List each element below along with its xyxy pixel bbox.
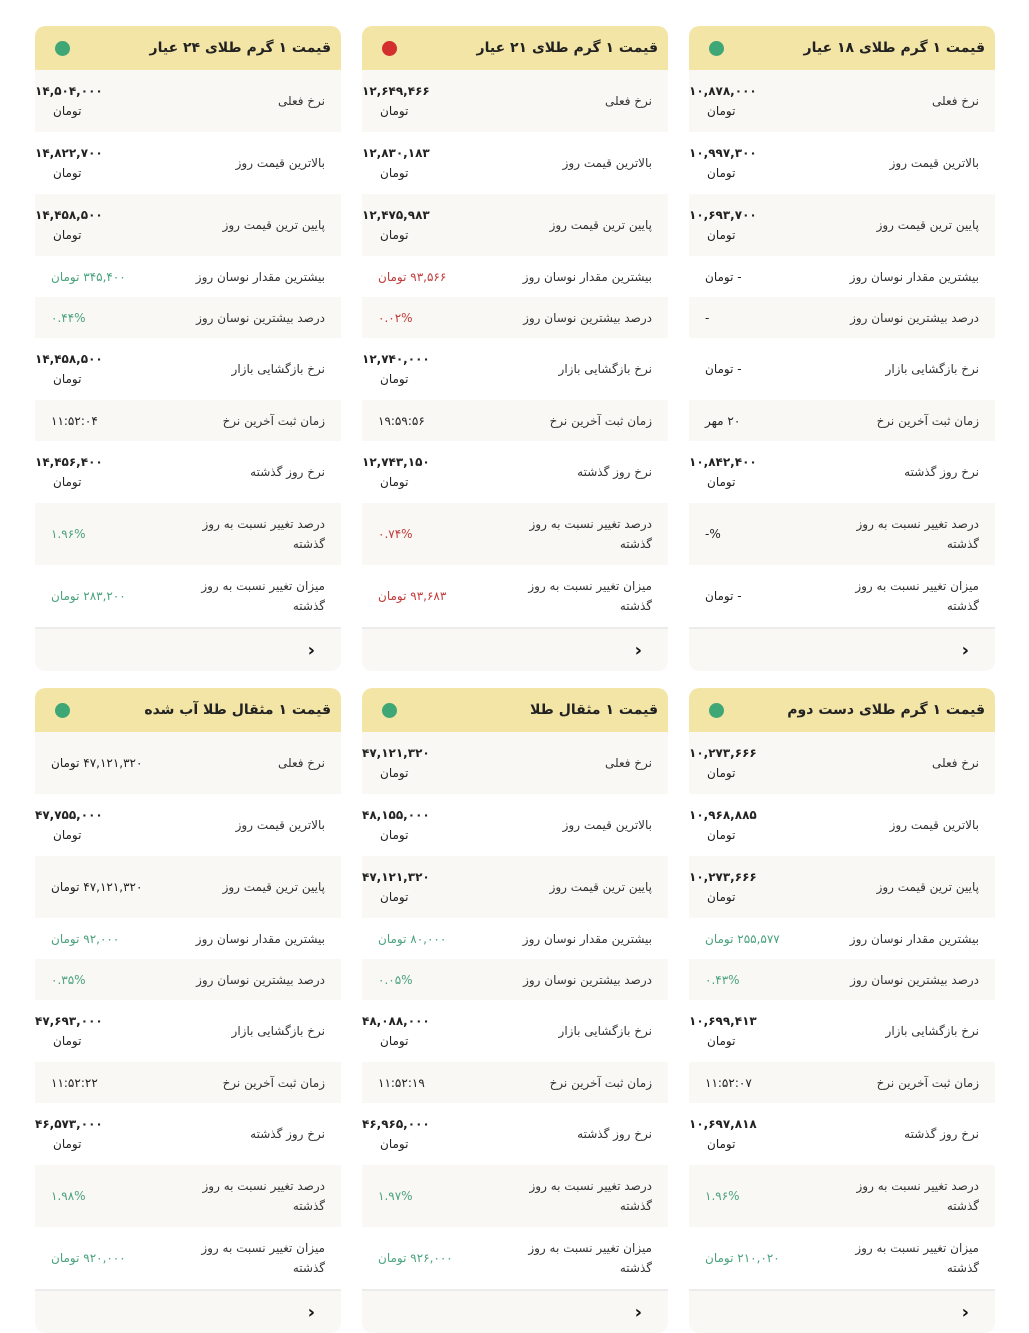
row-max-swing xyxy=(689,256,995,297)
card-header xyxy=(35,26,341,70)
row-change-amt xyxy=(35,565,341,627)
row-label: نرخ روز گذشته xyxy=(250,1127,325,1141)
row-value: ۹۳,۶۸۳ تومان xyxy=(378,589,447,603)
row-value: ۸۰,۰۰۰ تومان xyxy=(378,931,447,946)
row-value: %- xyxy=(705,527,721,541)
row-high xyxy=(362,132,668,194)
row-value: ۴۸,۱۵۵,۰۰۰ تومان xyxy=(362,808,430,842)
row-open xyxy=(362,1000,668,1062)
price-card-3 xyxy=(689,688,995,1333)
row-value: ۱۲,۴۷۵,۹۸۳ تومان xyxy=(362,208,430,242)
row-max-swing xyxy=(362,918,668,959)
row-value: ۴۷,۱۲۱,۳۲۰ تومان xyxy=(51,756,143,770)
row-value: ۱۰,۸۷۸,۰۰۰ تومان xyxy=(689,84,757,118)
row-label: نرخ روز گذشته xyxy=(250,465,325,479)
row-value: ۱.۹۷% xyxy=(378,1189,413,1203)
row-label: میزان تغییر نسبت به روز گذشته xyxy=(528,1241,652,1275)
row-label: درصد تغییر نسبت به روز گذشته xyxy=(856,1179,979,1213)
card-title: قیمت ۱ گرم طلای ۱۸ عیار xyxy=(803,40,985,56)
row-high xyxy=(689,794,995,856)
row-value: ۲۱۰,۰۲۰ تومان xyxy=(705,1251,780,1265)
row-open xyxy=(689,338,995,400)
row-high xyxy=(35,794,341,856)
row-label: نرخ روز گذشته xyxy=(904,465,979,479)
row-value: ۱۰,۶۹۷,۸۱۸ تومان xyxy=(689,1117,757,1151)
card-header xyxy=(362,688,668,732)
row-label: درصد تغییر نسبت به روز گذشته xyxy=(202,1179,325,1213)
price-card-5 xyxy=(35,688,341,1333)
row-change-pct xyxy=(35,503,341,565)
row-value: ۱۲,۷۴۰,۰۰۰ تومان xyxy=(362,352,430,386)
row-label: درصد تغییر نسبت به روز گذشته xyxy=(529,517,652,551)
row-value: ۱۰,۶۹۳,۷۰۰ تومان xyxy=(689,208,757,242)
row-last-time xyxy=(362,1062,668,1103)
row-label: میزان تغییر نسبت به روز گذشته xyxy=(855,579,979,613)
row-label: زمان ثبت آخرین نرخ xyxy=(876,1075,979,1090)
trend-dot-icon xyxy=(709,703,724,718)
row-value: ۴۶,۵۷۳,۰۰۰ تومان xyxy=(35,1117,103,1151)
row-value: ۴۶,۹۶۵,۰۰۰ تومان xyxy=(362,1117,430,1151)
row-label: بالاترین قیمت روز xyxy=(562,156,652,170)
row-value: - تومان xyxy=(705,269,742,284)
row-label: درصد تغییر نسبت به روز گذشته xyxy=(529,1179,652,1213)
row-value: ۱۰,۸۴۲,۴۰۰ تومان xyxy=(689,455,757,489)
card-header xyxy=(689,26,995,70)
row-value: ۱۱:۵۲:۱۹ xyxy=(378,1075,425,1090)
row-label: نرخ روز گذشته xyxy=(577,1127,652,1141)
row-max-swing-pct xyxy=(689,959,995,1000)
row-label: نرخ بازگشایی بازار xyxy=(558,1024,652,1038)
trend-dot-icon xyxy=(55,41,70,56)
row-label: نرخ بازگشایی بازار xyxy=(231,362,325,376)
more-button[interactable] xyxy=(689,627,995,671)
row-value: ۱۲,۷۴۳,۱۵۰ تومان xyxy=(362,455,430,489)
row-label: زمان ثبت آخرین نرخ xyxy=(876,413,979,428)
row-label: بالاترین قیمت روز xyxy=(889,156,979,170)
price-card-1 xyxy=(362,26,668,671)
row-open xyxy=(35,338,341,400)
row-label: میزان تغییر نسبت به روز گذشته xyxy=(201,579,325,613)
row-value: ۱۴,۴۵۸,۵۰۰ تومان xyxy=(35,208,103,242)
row-last-time xyxy=(35,1062,341,1103)
row-label: بیشترین مقدار نوسان روز xyxy=(195,269,325,284)
row-value: ۰.۴۳% xyxy=(705,972,740,987)
row-max-swing xyxy=(35,918,341,959)
row-label: نرخ فعلی xyxy=(277,94,325,108)
row-prev xyxy=(362,1103,668,1165)
row-max-swing-pct xyxy=(362,959,668,1000)
row-high xyxy=(35,132,341,194)
row-label: پایین ترین قیمت روز xyxy=(549,218,652,232)
card-header xyxy=(689,688,995,732)
row-value: ۰.۴۴% xyxy=(51,310,86,325)
row-label: نرخ فعلی xyxy=(931,94,979,108)
row-label: نرخ بازگشایی بازار xyxy=(885,362,979,376)
row-value: ۱۴,۵۰۴,۰۰۰ تومان xyxy=(35,84,103,118)
row-label: زمان ثبت آخرین نرخ xyxy=(549,1075,652,1090)
row-label: زمان ثبت آخرین نرخ xyxy=(222,413,325,428)
card-title: قیمت ۱ گرم طلای دست دوم xyxy=(787,702,985,718)
row-current xyxy=(362,70,668,132)
row-value: - تومان xyxy=(705,589,742,603)
row-value: ۱۰,۲۷۳,۶۶۶ تومان xyxy=(689,746,757,780)
row-high xyxy=(689,132,995,194)
row-max-swing-pct xyxy=(689,297,995,338)
row-max-swing-pct xyxy=(35,297,341,338)
row-value: ۹۲۰,۰۰۰ تومان xyxy=(51,1251,126,1265)
row-label: بیشترین مقدار نوسان روز xyxy=(522,269,652,284)
row-value: ۳۴۵,۴۰۰ تومان xyxy=(51,269,126,284)
row-label: نرخ فعلی xyxy=(277,756,325,770)
more-button[interactable] xyxy=(689,1289,995,1333)
row-value: ۱۲,۶۴۹,۴۶۶ تومان xyxy=(362,84,430,118)
row-label: بیشترین مقدار نوسان روز xyxy=(849,931,979,946)
row-current xyxy=(35,732,341,794)
row-prev xyxy=(362,441,668,503)
card-header xyxy=(362,26,668,70)
row-label: پایین ترین قیمت روز xyxy=(876,218,979,232)
row-value: ۰.۷۴% xyxy=(378,527,413,541)
row-value: ۱۴,۸۲۲,۷۰۰ تومان xyxy=(35,146,103,180)
row-max-swing-pct xyxy=(35,959,341,1000)
row-low xyxy=(689,194,995,256)
price-card-2 xyxy=(35,26,341,671)
row-low xyxy=(689,856,995,918)
row-last-time xyxy=(689,1062,995,1103)
card-title: قیمت ۱ مثقال طلا xyxy=(530,702,658,718)
row-value: ۱۰,۶۹۹,۴۱۳ تومان xyxy=(689,1014,757,1048)
row-label: بالاترین قیمت روز xyxy=(235,818,325,832)
row-current xyxy=(689,732,995,794)
row-label: بالاترین قیمت روز xyxy=(562,818,652,832)
row-value: ۴۷,۶۹۳,۰۰۰ تومان xyxy=(35,1014,103,1048)
row-label: بیشترین مقدار نوسان روز xyxy=(849,269,979,284)
row-label: پایین ترین قیمت روز xyxy=(222,218,325,232)
row-label: نرخ روز گذشته xyxy=(577,465,652,479)
row-change-pct xyxy=(689,503,995,565)
row-label: پایین ترین قیمت روز xyxy=(222,880,325,894)
row-low xyxy=(35,856,341,918)
trend-dot-icon xyxy=(55,703,70,718)
row-label: درصد بیشترین نوسان روز xyxy=(196,310,325,325)
row-label: نرخ فعلی xyxy=(604,94,652,108)
price-card-4 xyxy=(362,688,668,1333)
row-open xyxy=(35,1000,341,1062)
row-value: ۰.۳۵% xyxy=(51,972,86,987)
trend-dot-icon xyxy=(382,703,397,718)
row-value: ۴۷,۱۲۱,۳۲۰ تومان xyxy=(362,870,430,904)
row-label: بیشترین مقدار نوسان روز xyxy=(522,931,652,946)
row-label: میزان تغییر نسبت به روز گذشته xyxy=(528,579,652,613)
row-value: ۱۱:۵۲:۰۴ xyxy=(51,413,98,428)
row-high xyxy=(362,794,668,856)
row-open xyxy=(362,338,668,400)
more-button[interactable] xyxy=(362,627,668,671)
row-value: - xyxy=(705,310,710,325)
row-prev xyxy=(35,1103,341,1165)
row-change-pct xyxy=(362,503,668,565)
card-title: قیمت ۱ گرم طلای ۲۴ عیار xyxy=(149,40,331,56)
row-max-swing-pct xyxy=(362,297,668,338)
row-change-amt xyxy=(689,565,995,627)
row-label: درصد تغییر نسبت به روز گذشته xyxy=(202,517,325,551)
more-button[interactable] xyxy=(35,627,341,671)
row-value: ۱۹:۵۹:۵۶ xyxy=(378,413,425,428)
row-value: ۴۷,۱۲۱,۳۲۰ تومان xyxy=(362,746,430,780)
row-low xyxy=(35,194,341,256)
row-change-pct xyxy=(35,1165,341,1227)
row-label: زمان ثبت آخرین نرخ xyxy=(549,413,652,428)
row-label: نرخ بازگشایی بازار xyxy=(885,1024,979,1038)
row-label: بالاترین قیمت روز xyxy=(889,818,979,832)
row-value: ۴۷,۷۵۵,۰۰۰ تومان xyxy=(35,808,103,842)
more-button[interactable] xyxy=(35,1289,341,1333)
row-value: ۹۲۶,۰۰۰ تومان xyxy=(378,1251,453,1265)
card-title: قیمت ۱ گرم طلای ۲۱ عیار xyxy=(476,40,658,56)
row-value: ۱۲,۸۳۰,۱۸۳ تومان xyxy=(362,146,430,180)
row-max-swing xyxy=(689,918,995,959)
row-label: درصد تغییر نسبت به روز گذشته xyxy=(856,517,979,551)
row-value: ۱۴,۴۵۶,۴۰۰ تومان xyxy=(35,455,103,489)
row-prev xyxy=(35,441,341,503)
row-label: درصد بیشترین نوسان روز xyxy=(523,972,652,987)
row-label: درصد بیشترین نوسان روز xyxy=(523,310,652,325)
row-label: درصد بیشترین نوسان روز xyxy=(850,310,979,325)
row-low xyxy=(362,194,668,256)
row-max-swing xyxy=(35,256,341,297)
chevron-left-icon: ‹ xyxy=(961,639,969,661)
row-label: زمان ثبت آخرین نرخ xyxy=(222,1075,325,1090)
row-label: نرخ روز گذشته xyxy=(904,1127,979,1141)
row-label: درصد بیشترین نوسان روز xyxy=(196,972,325,987)
row-label: میزان تغییر نسبت به روز گذشته xyxy=(201,1241,325,1275)
row-low xyxy=(362,856,668,918)
row-value: ۱۰,۹۹۷,۳۰۰ تومان xyxy=(689,146,757,180)
row-max-swing xyxy=(362,256,668,297)
chevron-left-icon: ‹ xyxy=(961,1301,969,1323)
row-current xyxy=(689,70,995,132)
row-label: بیشترین مقدار نوسان روز xyxy=(195,931,325,946)
row-current xyxy=(362,732,668,794)
row-value: ۲۵۵,۵۷۷ تومان xyxy=(705,931,780,946)
row-value: ۴۸,۰۸۸,۰۰۰ تومان xyxy=(362,1014,430,1048)
row-label: نرخ فعلی xyxy=(604,756,652,770)
row-change-amt xyxy=(362,565,668,627)
row-value: ۱.۹۶% xyxy=(705,1189,740,1203)
row-value: ۱۰,۹۶۸,۸۸۵ تومان xyxy=(689,808,757,842)
row-change-pct xyxy=(689,1165,995,1227)
row-value: ۰.۰۵% xyxy=(378,972,413,987)
row-label: بالاترین قیمت روز xyxy=(235,156,325,170)
row-current xyxy=(35,70,341,132)
card-title: قیمت ۱ مثقال طلا آب شده xyxy=(144,702,331,718)
row-value: ۱۰,۲۷۳,۶۶۶ تومان xyxy=(689,870,757,904)
row-value: ۰.۰۲% xyxy=(378,310,413,325)
row-open xyxy=(689,1000,995,1062)
row-label: درصد بیشترین نوسان روز xyxy=(850,972,979,987)
card-header xyxy=(35,688,341,732)
row-prev xyxy=(689,1103,995,1165)
trend-dot-icon xyxy=(709,41,724,56)
row-last-time xyxy=(689,400,995,441)
chevron-left-icon: ‹ xyxy=(307,639,315,661)
chevron-left-icon: ‹ xyxy=(634,1301,642,1323)
row-value: ۱.۹۶% xyxy=(51,527,86,541)
row-label: نرخ بازگشایی بازار xyxy=(231,1024,325,1038)
row-value: ۲۰ مهر xyxy=(705,413,741,428)
row-value: ۱۱:۵۲:۰۷ xyxy=(705,1075,752,1090)
trend-dot-icon xyxy=(382,41,397,56)
row-change-pct xyxy=(362,1165,668,1227)
row-value: ۹۳,۵۶۶ تومان xyxy=(378,269,447,284)
more-button[interactable] xyxy=(362,1289,668,1333)
row-label: پایین ترین قیمت روز xyxy=(549,880,652,894)
price-card-0 xyxy=(689,26,995,671)
row-label: نرخ بازگشایی بازار xyxy=(558,362,652,376)
row-value: ۹۲,۰۰۰ تومان xyxy=(51,931,120,946)
row-value: ۱۴,۴۵۸,۵۰۰ تومان xyxy=(35,352,103,386)
row-value: ۲۸۳,۲۰۰ تومان xyxy=(51,589,126,603)
row-label: پایین ترین قیمت روز xyxy=(876,880,979,894)
row-label: میزان تغییر نسبت به روز گذشته xyxy=(855,1241,979,1275)
row-prev xyxy=(689,441,995,503)
row-value: ۱۱:۵۲:۲۲ xyxy=(51,1075,98,1090)
chevron-left-icon: ‹ xyxy=(634,639,642,661)
row-value: ۴۷,۱۲۱,۳۲۰ تومان xyxy=(51,880,143,894)
row-label: نرخ فعلی xyxy=(931,756,979,770)
row-last-time xyxy=(35,400,341,441)
row-value: ۱.۹۸% xyxy=(51,1189,86,1203)
row-value: - تومان xyxy=(705,362,742,376)
chevron-left-icon: ‹ xyxy=(307,1301,315,1323)
row-last-time xyxy=(362,400,668,441)
